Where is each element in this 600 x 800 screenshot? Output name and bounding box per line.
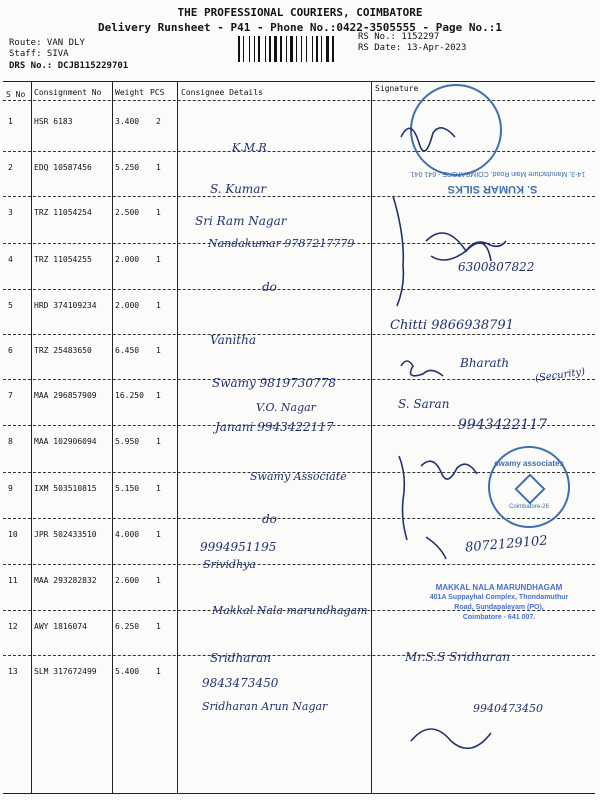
col-header-weight: Weight (115, 88, 144, 97)
cell-consignment-no: TRZ 11054254 (34, 208, 92, 217)
handwritten-kmr: K.M.R (232, 141, 267, 154)
barcode-bar (332, 36, 334, 62)
cell-sno: 5 (8, 301, 13, 310)
cell-consignment-no: IXM 503510815 (34, 484, 97, 493)
barcode-bar (330, 36, 331, 62)
barcode-bar (321, 36, 322, 62)
cell-sno: 12 (8, 622, 18, 631)
cell-consignment-no: SLM 317672499 (34, 667, 97, 676)
signature-phone-807: 8072129102 (464, 533, 549, 556)
signature-row13 (411, 729, 491, 748)
cell-sno: 7 (8, 391, 13, 400)
signature-phone-9943: 9943422117 (458, 417, 548, 433)
cell-weight: 5.150 (115, 484, 140, 493)
cell-weight: 2.600 (115, 576, 140, 585)
cell-sno: 11 (8, 576, 18, 585)
drs-number: DRS No.: DCJB115229701 (9, 61, 129, 71)
signature-security: (Security) (534, 366, 586, 385)
handwritten-ditto-2: do (262, 512, 277, 526)
handwritten-makkal: Makkal Nala marundhagam (212, 604, 368, 617)
makkal-stamp-line4: Coimbatore - 641 007. (462, 614, 536, 621)
cell-weight: 5.250 (115, 163, 140, 172)
barcode-bar (308, 36, 311, 62)
signature-phone-63: 6300807822 (458, 260, 535, 274)
signature-brace (393, 196, 403, 306)
barcode-bar (314, 36, 315, 62)
handwritten-phone-9843: 9843473450 (202, 676, 279, 690)
cell-sno: 6 (8, 346, 13, 355)
cell-sno: 2 (8, 163, 13, 172)
handwritten-vo-nagar: V.O. Nagar (256, 401, 316, 414)
cell-pcs: 1 (156, 391, 161, 400)
handwritten-sri-ram-nagar: Sri Ram Nagar (195, 214, 287, 228)
signature-bharath: Bharath (460, 356, 510, 370)
barcode-bar (261, 36, 264, 62)
signature-brace-2 (399, 456, 407, 540)
barcode-bar (286, 36, 287, 62)
cell-pcs: 1 (156, 163, 161, 172)
barcode-bar (272, 36, 273, 62)
document-subtitle: Delivery Runsheet - P41 - Phone No.:0422-3505555 - Page No.:1 (98, 21, 502, 34)
cell-consignment-no: TRZ 25483650 (34, 346, 92, 355)
signature-row10 (426, 537, 446, 559)
barcode-bar (298, 36, 300, 62)
cell-pcs: 1 (156, 530, 161, 539)
signature-row3b (431, 243, 491, 261)
cell-sno: 1 (8, 117, 13, 126)
signature-mrs-sridharan: Mr.S.S Sridharan (405, 650, 511, 664)
barcode-bar (296, 36, 297, 62)
handwritten-ditto-1: do (262, 280, 277, 294)
cell-weight: 4.000 (115, 530, 140, 539)
cell-weight: 3.400 (115, 117, 140, 126)
kumar-silks-name: S. KUMAR SILKS (447, 183, 538, 195)
cell-pcs: 1 (156, 622, 161, 631)
barcode-bar (301, 36, 302, 62)
barcode-bar (256, 36, 257, 62)
barcode-bar (267, 36, 268, 62)
handwritten-janani: Janani 9943422117 (215, 420, 334, 434)
barcode-bar (238, 36, 240, 62)
barcode-bar (335, 36, 336, 62)
rs-date: RS Date: 13-Apr-2023 (358, 43, 467, 53)
col-header-consignee: Consignee Details (181, 88, 263, 97)
signature-row8 (421, 461, 477, 479)
makkal-stamp-title: MAKKAL NALA MARUNDHAGAM (435, 583, 563, 592)
cell-pcs: 2 (156, 117, 161, 126)
cell-sno: 13 (8, 667, 18, 676)
barcode-bar (323, 36, 325, 62)
barcode-bar (278, 36, 279, 62)
document-title: THE PROFESSIONAL COURIERS, COIMBATORE (177, 6, 423, 19)
handwritten-swamy: Swamy 9819730778 (212, 376, 336, 390)
barcode-bar (254, 36, 255, 62)
handwritten-vanitha: Vanitha (210, 333, 256, 347)
cell-consignment-no: MAA 296857909 (34, 391, 97, 400)
handwritten-s-kumar: S. Kumar (210, 182, 267, 196)
cell-consignment-no: JPR 502433510 (34, 530, 97, 539)
handwritten-srividhya: Srividhya (203, 558, 256, 571)
barcode-bar (303, 36, 305, 62)
barcode-bar (290, 36, 293, 62)
rs-number: RS No.: 1152297 (358, 32, 440, 42)
column-divider (177, 81, 178, 793)
barcode-bar (249, 36, 250, 62)
cell-consignment-no: HSR 6183 (34, 117, 73, 126)
cell-weight: 16.250 (115, 391, 144, 400)
barcode-bar (283, 36, 285, 62)
cell-sno: 4 (8, 255, 13, 264)
cell-pcs: 1 (156, 255, 161, 264)
cell-pcs: 1 (156, 346, 161, 355)
makkal-stamp-line3: Road, Sundapalayam (PO), (454, 604, 544, 611)
cell-weight: 2.500 (115, 208, 140, 217)
cell-sno: 3 (8, 208, 13, 217)
cell-pcs: 1 (156, 576, 161, 585)
signature-chitti: Chitti 9866938791 (390, 318, 514, 333)
barcode-bar (258, 36, 260, 62)
barcode-bar (288, 36, 289, 62)
col-header-sno: S No (6, 90, 26, 99)
cell-sno: 8 (8, 437, 13, 446)
barcode-bar (319, 36, 320, 62)
signature-scribbles (371, 81, 599, 793)
barcode (238, 36, 353, 62)
column-divider (31, 81, 32, 793)
cell-consignment-no: EDQ 10587456 (34, 163, 92, 172)
route-label: Route: VAN DLY (9, 38, 85, 48)
handwritten-sridharan: Sridharan (210, 651, 271, 665)
handwritten-swamy-associate: Swamy Associate (250, 470, 347, 483)
signature-phone-9940: 9940473450 (473, 702, 543, 715)
barcode-bar (294, 36, 295, 62)
swamy-stamp-name: swamy associates (494, 459, 564, 468)
col-header-signature: Signature (375, 84, 419, 93)
barcode-bar (269, 36, 271, 62)
barcode-bar (241, 36, 242, 62)
cell-weight: 2.000 (115, 255, 140, 264)
staff-label: Staff: SIVA (9, 49, 69, 59)
barcode-bar (316, 36, 318, 62)
barcode-bar (306, 36, 307, 62)
cell-consignment-no: TRZ 11054255 (34, 255, 92, 264)
cell-weight: 2.000 (115, 301, 140, 310)
barcode-bar (251, 36, 253, 62)
signature-row3 (426, 233, 506, 251)
handwritten-sridharan-arun: Sridharan Arun Nagar (202, 700, 328, 713)
col-header-consignment: Consignment No (34, 88, 102, 97)
cell-sno: 9 (8, 484, 13, 493)
barcode-bar (280, 36, 282, 62)
cell-consignment-no: MAA 293282832 (34, 576, 97, 585)
cell-weight: 5.950 (115, 437, 140, 446)
barcode-bar (274, 36, 277, 62)
cell-pcs: 1 (156, 208, 161, 217)
cell-weight: 6.250 (115, 622, 140, 631)
kumar-silks-address: 14-3, Manufacture Main Road, COIMBATORE - 641 041. (408, 170, 586, 177)
signature-row1 (401, 128, 455, 151)
cell-pcs: 1 (156, 437, 161, 446)
col-header-pcs: PCS (150, 88, 165, 97)
barcode-bar (265, 36, 266, 62)
handwritten-nandakumar: Nandakumar 9787217779 (208, 237, 355, 250)
makkal-stamp-line2: 401A Suppayhal Complex, Thondamuthur (429, 594, 569, 601)
swamy-stamp-city: Coimbatore-26 (509, 504, 549, 510)
cell-consignment-no: AWY 1816074 (34, 622, 87, 631)
signature-saran: S. Saran (398, 397, 450, 411)
barcode-bar (326, 36, 329, 62)
cell-pcs: 1 (156, 484, 161, 493)
table-bottom-border (3, 793, 595, 794)
barcode-bar (312, 36, 313, 62)
cell-consignment-no: HRD 374109234 (34, 301, 97, 310)
column-divider (112, 81, 113, 793)
signature-row7 (401, 361, 443, 376)
barcode-bar (243, 36, 244, 62)
cell-sno: 10 (8, 530, 18, 539)
handwritten-phone-9994: 9994951195 (200, 540, 277, 554)
cell-weight: 6.450 (115, 346, 140, 355)
cell-pcs: 1 (156, 301, 161, 310)
cell-weight: 5.400 (115, 667, 140, 676)
barcode-bar (245, 36, 248, 62)
cell-consignment-no: MAA 102906094 (34, 437, 97, 446)
cell-pcs: 1 (156, 667, 161, 676)
